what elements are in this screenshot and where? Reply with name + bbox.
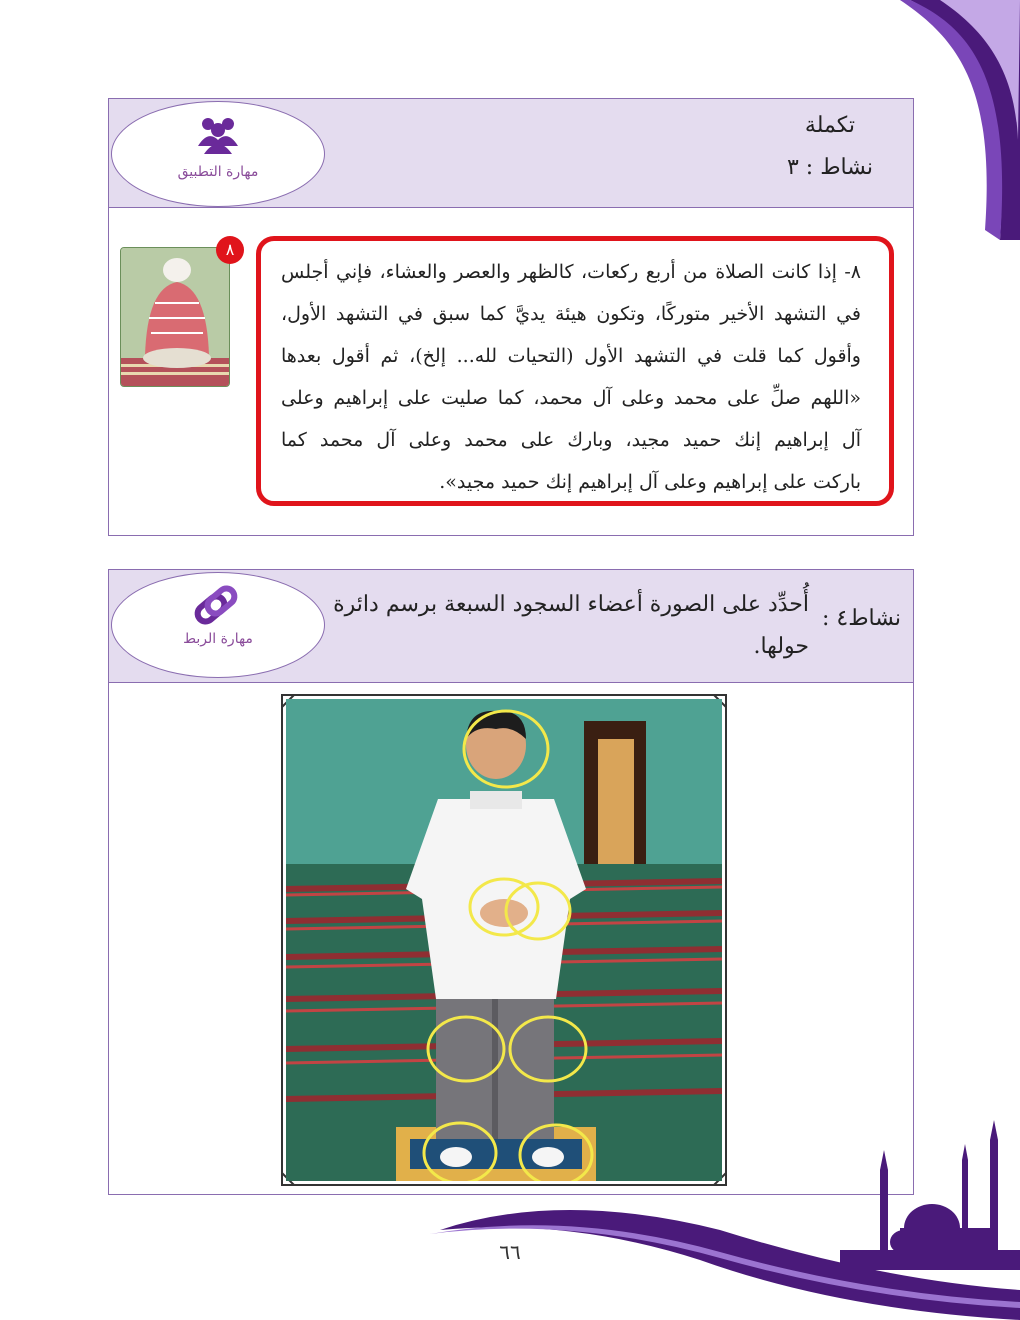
paragraph-line: آل إبراهيم إنك حميد مجيد، وبارك على محمد وعلى آل محمد كما <box>281 429 861 451</box>
tashahhud-paragraph-box <box>256 236 894 506</box>
decorative-swoosh-top <box>900 0 1020 240</box>
page-number: ٦٦ <box>499 1240 521 1264</box>
standing-boy-photo <box>286 699 722 1181</box>
paragraph-line: «اللهم صلِّ على محمد وعلى آل محمد، كما صليت على إبراهيم وعلى <box>281 387 861 409</box>
people-group-icon <box>194 114 242 154</box>
skill-badge <box>111 572 325 678</box>
paragraph-line: ٨- إذا كانت الصلاة من أربع ركعات، كالظهر والعصر والعشاء، فإني أجلس <box>281 261 861 283</box>
activity-instruction: أُحدِّد على الصورة أعضاء السجود السبعة برسم دائرة <box>333 592 809 617</box>
activity-number: نشاط : ٣ <box>786 155 873 180</box>
paragraph-line: وأقول كما قلت في التشهد الأول (التحيات لله... إلخ)، ثم أقول بعدها <box>281 345 861 367</box>
chain-link-icon <box>190 581 242 631</box>
skill-label: مهارة الربط <box>183 631 253 647</box>
skill-label: مهارة التطبيق <box>177 164 259 180</box>
item-number-badge: ٨ <box>216 236 244 264</box>
activity-4-header <box>109 570 913 683</box>
skill-badge <box>111 101 325 207</box>
activity-instruction: حولها. <box>753 634 809 659</box>
paragraph-line: في التشهد الأخير متوركًا، وتكون هيئة يديَّ كما سبق في التشهد الأول، <box>281 303 861 325</box>
standing-boy-photo-frame <box>280 693 728 1187</box>
paragraph-line: باركت على إبراهيم وعلى آل إبراهيم إنك حميد مجيد». <box>439 471 861 493</box>
continuation-heading: تكملة <box>804 113 855 138</box>
mosque-silhouette-icon <box>840 1110 1020 1270</box>
activity-3-header <box>109 99 913 208</box>
activity-number: نشاط٤ : <box>821 606 901 631</box>
tashahhud-photo-thumbnail <box>120 247 230 387</box>
